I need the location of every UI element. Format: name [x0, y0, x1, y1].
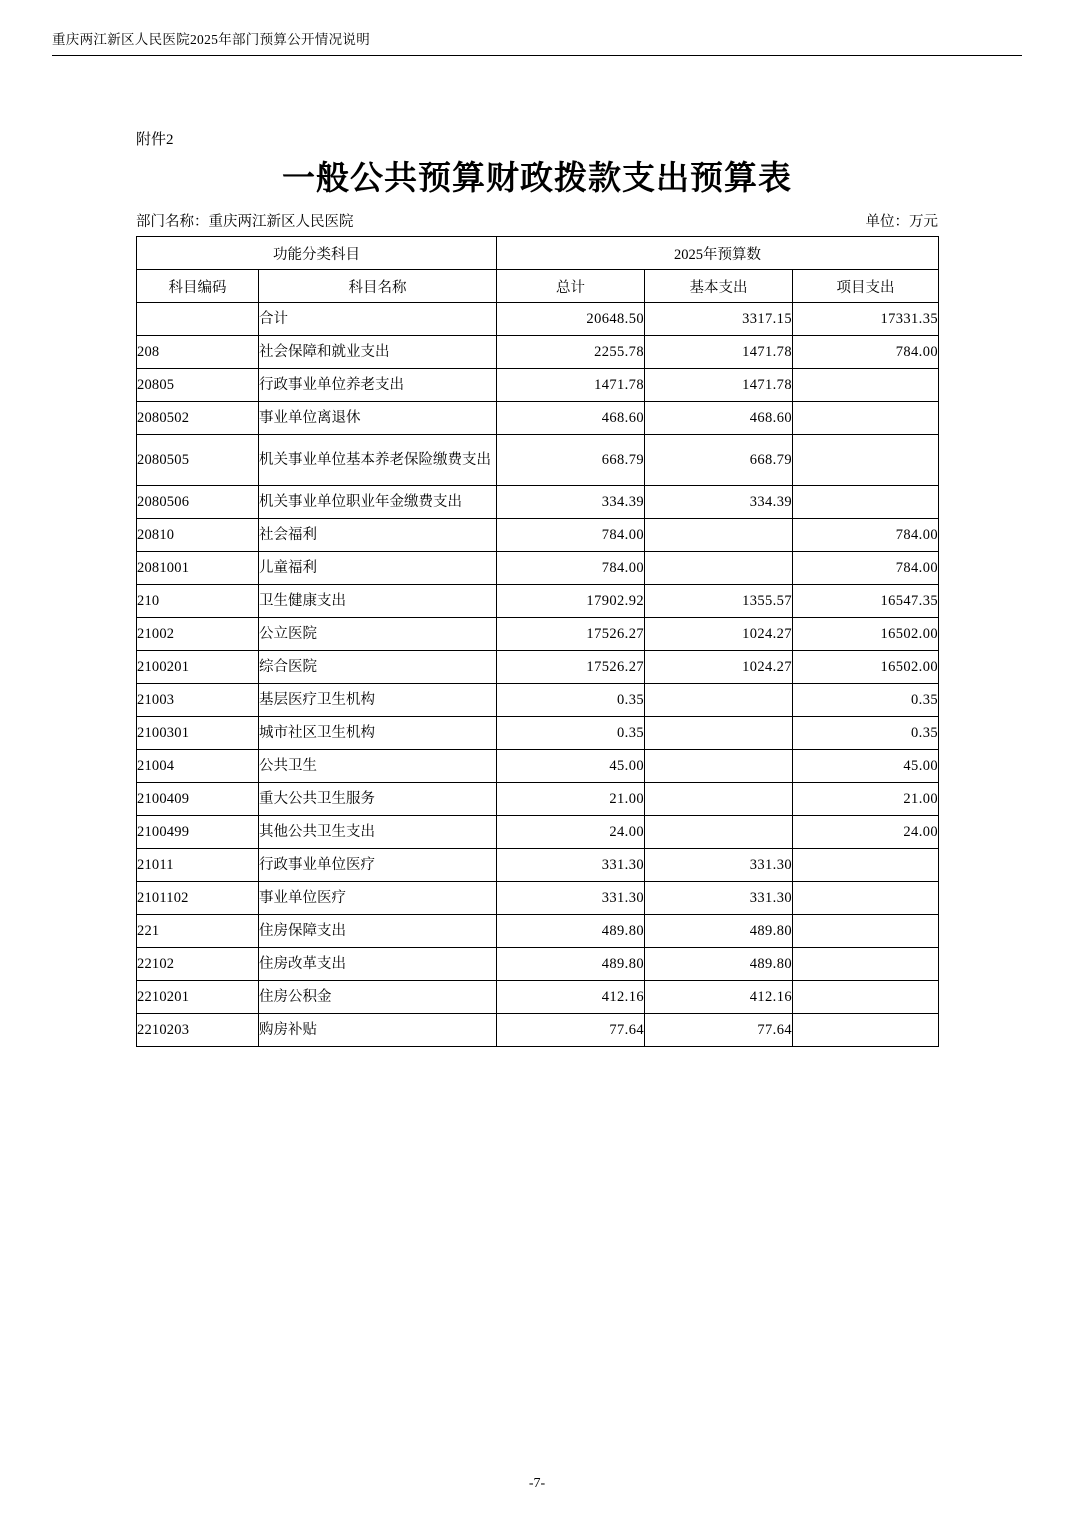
- cell-basic-expenditure: 668.79: [645, 435, 793, 486]
- table-row: [137, 915, 939, 948]
- cell-subject-name: 机关事业单位职业年金缴费支出: [259, 486, 497, 519]
- cell-project-expenditure: 784.00: [793, 519, 939, 552]
- table-row: [137, 552, 939, 585]
- cell-project-expenditure: [793, 849, 939, 882]
- group-header-budget-year: 2025年预算数: [497, 237, 939, 270]
- table-row: [137, 1014, 939, 1047]
- column-header-total: 总计: [497, 270, 645, 303]
- cell-basic-expenditure: 1355.57: [645, 585, 793, 618]
- page-title: 一般公共预算财政拨款支出预算表: [282, 161, 792, 197]
- cell-total: 45.00: [497, 750, 645, 783]
- cell-total: 2255.78: [497, 336, 645, 369]
- cell-total: 668.79: [497, 435, 645, 486]
- cell-basic-expenditure: 1024.27: [645, 651, 793, 684]
- table-row: [137, 486, 939, 519]
- cell-subject-name: 行政事业单位医疗: [259, 849, 497, 882]
- cell-basic-expenditure: [645, 717, 793, 750]
- cell-total: 17526.27: [497, 651, 645, 684]
- page-running-header: [52, 28, 1022, 56]
- cell-subject-name: 社会福利: [259, 519, 497, 552]
- cell-subject-code: 20810: [137, 519, 259, 552]
- cell-subject-name: 社会保障和就业支出: [259, 336, 497, 369]
- cell-subject-name: 合计: [259, 303, 497, 336]
- cell-subject-code: 2210203: [137, 1014, 259, 1047]
- cell-basic-expenditure: [645, 552, 793, 585]
- cell-project-expenditure: [793, 369, 939, 402]
- cell-subject-code: 2100301: [137, 717, 259, 750]
- cell-total: 468.60: [497, 402, 645, 435]
- cell-subject-name: 行政事业单位养老支出: [259, 369, 497, 402]
- running-header-text: 重庆两江新区人民医院2025年部门预算公开情况说明: [52, 32, 370, 47]
- cell-basic-expenditure: 489.80: [645, 915, 793, 948]
- cell-basic-expenditure: 3317.15: [645, 303, 793, 336]
- cell-subject-name: 公立医院: [259, 618, 497, 651]
- cell-total: 0.35: [497, 684, 645, 717]
- cell-basic-expenditure: 412.16: [645, 981, 793, 1014]
- cell-total: 412.16: [497, 981, 645, 1014]
- table-row: [137, 948, 939, 981]
- cell-subject-name: 事业单位离退休: [259, 402, 497, 435]
- cell-basic-expenditure: [645, 519, 793, 552]
- cell-subject-code: 22102: [137, 948, 259, 981]
- cell-total: 24.00: [497, 816, 645, 849]
- cell-subject-code: 21003: [137, 684, 259, 717]
- table-row: [137, 519, 939, 552]
- table-row: [137, 303, 939, 336]
- budget-table: [136, 236, 939, 1047]
- table-row: [137, 402, 939, 435]
- department-name: 部门名称：重庆两江新区人民医院: [136, 214, 354, 230]
- table-row: [137, 585, 939, 618]
- cell-subject-name: 综合医院: [259, 651, 497, 684]
- cell-project-expenditure: [793, 402, 939, 435]
- cell-basic-expenditure: [645, 783, 793, 816]
- cell-subject-code: 221: [137, 915, 259, 948]
- table-row: [137, 816, 939, 849]
- cell-subject-name: 城市社区卫生机构: [259, 717, 497, 750]
- column-header-name: 科目名称: [259, 270, 497, 303]
- cell-basic-expenditure: 468.60: [645, 402, 793, 435]
- table-row: [137, 981, 939, 1014]
- cell-subject-code: 21004: [137, 750, 259, 783]
- cell-basic-expenditure: 1471.78: [645, 336, 793, 369]
- cell-project-expenditure: [793, 915, 939, 948]
- table-body: [137, 303, 939, 1047]
- cell-subject-name: 儿童福利: [259, 552, 497, 585]
- cell-subject-code: 2100499: [137, 816, 259, 849]
- cell-total: 331.30: [497, 882, 645, 915]
- cell-total: 20648.50: [497, 303, 645, 336]
- table-row: [137, 750, 939, 783]
- table-group-header-row: [137, 237, 939, 270]
- table-head: [137, 237, 939, 303]
- page-number: -7-: [528, 1476, 546, 1491]
- cell-subject-name: 住房保障支出: [259, 915, 497, 948]
- cell-total: 784.00: [497, 552, 645, 585]
- cell-total: 17526.27: [497, 618, 645, 651]
- cell-subject-code: 2080502: [137, 402, 259, 435]
- cell-total: 17902.92: [497, 585, 645, 618]
- cell-basic-expenditure: [645, 750, 793, 783]
- column-header-code: 科目编码: [137, 270, 259, 303]
- table-row: [137, 336, 939, 369]
- amount-unit: 单位：万元: [865, 214, 938, 230]
- cell-project-expenditure: 24.00: [793, 816, 939, 849]
- column-header-basic: 基本支出: [645, 270, 793, 303]
- cell-project-expenditure: 784.00: [793, 336, 939, 369]
- cell-basic-expenditure: 334.39: [645, 486, 793, 519]
- cell-project-expenditure: [793, 1014, 939, 1047]
- table-row: [137, 783, 939, 816]
- cell-project-expenditure: [793, 435, 939, 486]
- table-row: [137, 618, 939, 651]
- cell-project-expenditure: [793, 981, 939, 1014]
- attachment-label: 附件2: [136, 132, 174, 148]
- cell-subject-name: 住房改革支出: [259, 948, 497, 981]
- cell-project-expenditure: 784.00: [793, 552, 939, 585]
- cell-subject-code: 2100201: [137, 651, 259, 684]
- cell-total: 784.00: [497, 519, 645, 552]
- cell-basic-expenditure: 1024.27: [645, 618, 793, 651]
- cell-project-expenditure: 16547.35: [793, 585, 939, 618]
- cell-project-expenditure: 0.35: [793, 684, 939, 717]
- cell-total: 334.39: [497, 486, 645, 519]
- cell-subject-code: 21011: [137, 849, 259, 882]
- cell-basic-expenditure: 77.64: [645, 1014, 793, 1047]
- cell-total: 489.80: [497, 915, 645, 948]
- cell-subject-name: 重大公共卫生服务: [259, 783, 497, 816]
- cell-subject-name: 基层医疗卫生机构: [259, 684, 497, 717]
- cell-subject-code: 2081001: [137, 552, 259, 585]
- cell-total: 0.35: [497, 717, 645, 750]
- cell-subject-code: 21002: [137, 618, 259, 651]
- table-meta-line: [136, 210, 938, 231]
- cell-subject-code: [137, 303, 259, 336]
- cell-subject-name: 购房补贴: [259, 1014, 497, 1047]
- cell-project-expenditure: 21.00: [793, 783, 939, 816]
- cell-project-expenditure: 16502.00: [793, 651, 939, 684]
- table-row: [137, 849, 939, 882]
- cell-subject-name: 公共卫生: [259, 750, 497, 783]
- cell-basic-expenditure: 1471.78: [645, 369, 793, 402]
- table-row: [137, 717, 939, 750]
- cell-subject-name: 卫生健康支出: [259, 585, 497, 618]
- cell-total: 21.00: [497, 783, 645, 816]
- group-header-classification: 功能分类科目: [137, 237, 497, 270]
- cell-subject-code: 210: [137, 585, 259, 618]
- cell-project-expenditure: 0.35: [793, 717, 939, 750]
- cell-subject-code: 2101102: [137, 882, 259, 915]
- cell-subject-code: 2210201: [137, 981, 259, 1014]
- cell-total: 489.80: [497, 948, 645, 981]
- cell-project-expenditure: [793, 882, 939, 915]
- table-row: [137, 882, 939, 915]
- cell-subject-name: 事业单位医疗: [259, 882, 497, 915]
- table-row: [137, 684, 939, 717]
- cell-basic-expenditure: 331.30: [645, 849, 793, 882]
- cell-project-expenditure: [793, 948, 939, 981]
- cell-subject-code: 2100409: [137, 783, 259, 816]
- cell-basic-expenditure: [645, 816, 793, 849]
- cell-project-expenditure: [793, 486, 939, 519]
- cell-project-expenditure: 17331.35: [793, 303, 939, 336]
- column-header-project: 项目支出: [793, 270, 939, 303]
- cell-subject-code: 2080506: [137, 486, 259, 519]
- cell-total: 331.30: [497, 849, 645, 882]
- table-row: [137, 369, 939, 402]
- table-column-header-row: [137, 270, 939, 303]
- cell-subject-code: 20805: [137, 369, 259, 402]
- cell-basic-expenditure: [645, 684, 793, 717]
- cell-total: 1471.78: [497, 369, 645, 402]
- cell-project-expenditure: 45.00: [793, 750, 939, 783]
- cell-total: 77.64: [497, 1014, 645, 1047]
- cell-subject-code: 2080505: [137, 435, 259, 486]
- table-row: [137, 435, 939, 486]
- cell-subject-name: 机关事业单位基本养老保险缴费支出: [259, 435, 497, 486]
- table-row: [137, 651, 939, 684]
- cell-basic-expenditure: 331.30: [645, 882, 793, 915]
- cell-subject-name: 住房公积金: [259, 981, 497, 1014]
- cell-subject-code: 208: [137, 336, 259, 369]
- cell-subject-name: 其他公共卫生支出: [259, 816, 497, 849]
- cell-project-expenditure: 16502.00: [793, 618, 939, 651]
- cell-basic-expenditure: 489.80: [645, 948, 793, 981]
